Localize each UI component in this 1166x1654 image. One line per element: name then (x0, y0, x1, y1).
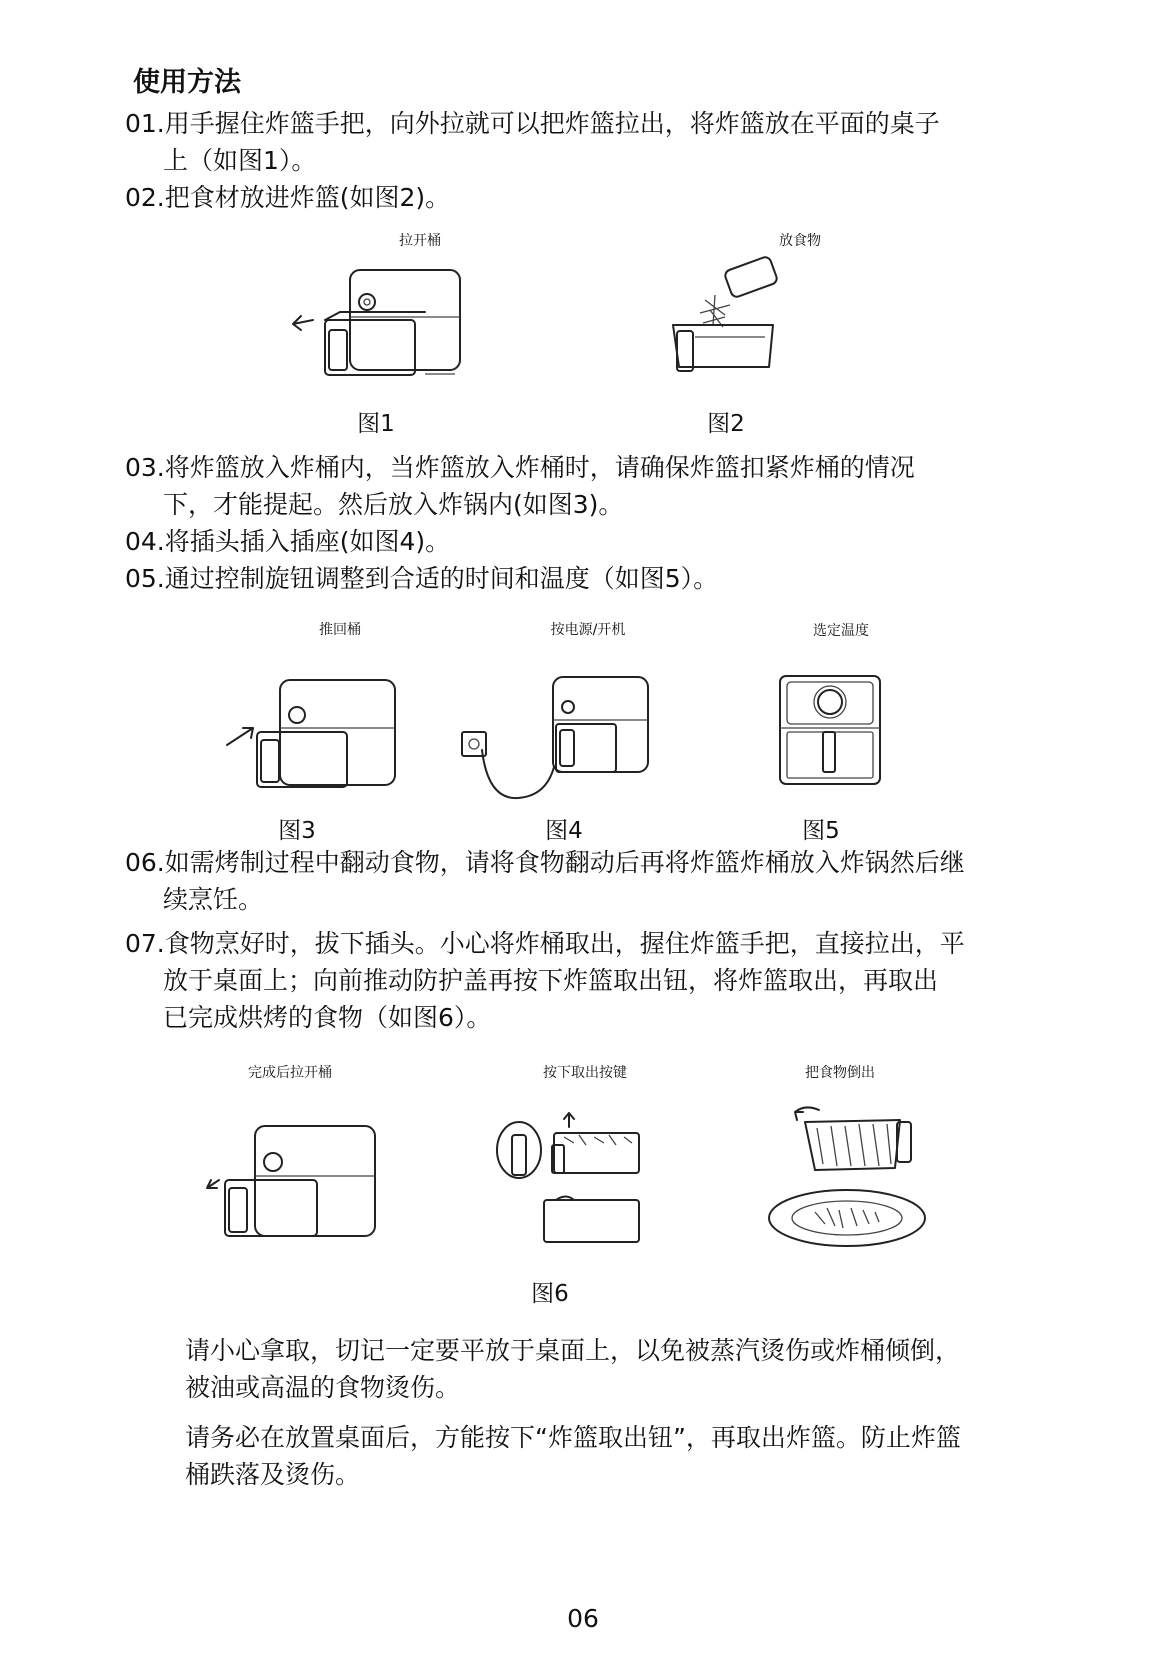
warning-1 (135, 1332, 1035, 1406)
step-03 (125, 449, 1045, 523)
step-text-cont: 上（如图1）。 (163, 146, 317, 175)
put-food-illustration (665, 255, 805, 385)
step-text: 如需烤制过程中翻动食物，请将食物翻动后再将炸篮炸桶放入炸锅然后继 (164, 848, 965, 877)
step-number: 02. (125, 183, 165, 212)
step-number: 06. (125, 848, 165, 877)
fig5-label: 图5 (802, 818, 840, 844)
warning-2 (135, 1419, 1035, 1493)
step-07 (125, 925, 1045, 1036)
step-number: 01. (125, 109, 165, 138)
step-01 (125, 105, 1045, 179)
step-02 (125, 179, 1045, 216)
fig6b-caption: 按下取出按键 (543, 1065, 627, 1081)
page-number: 06 (567, 1604, 599, 1633)
fig2-label: 图2 (707, 411, 745, 437)
air-fryer-pull-out-illustration (285, 262, 485, 392)
fig6c-caption: 把食物倒出 (805, 1065, 875, 1081)
step-text: 用手握住炸篮手把，向外拉就可以把炸篮拉出，将炸篮放在平面的桌子 (164, 109, 940, 138)
warning-text: 请务必在放置桌面后，方能按下“炸篮取出钮”，再取出炸篮。防止炸篮 (185, 1423, 961, 1452)
section-heading: 使用方法 (133, 67, 241, 98)
step-text: 将炸篮放入炸桶内，当炸篮放入炸桶时，请确保炸篮扣紧炸桶的情况 (164, 453, 915, 482)
step-text-cont: 下，才能提起。然后放入炸锅内(如图3)。 (163, 490, 624, 519)
fig1-label: 图1 (357, 411, 395, 437)
step-text-cont: 放于桌面上；向前推动防护盖再按下炸篮取出钮，将炸篮取出，再取出 (163, 966, 939, 995)
step-number: 04. (125, 527, 165, 556)
step-04 (125, 523, 1045, 560)
step-text-cont: 续烹饪。 (163, 885, 264, 914)
step-number: 05. (125, 564, 165, 593)
step-text-cont: 已完成烘烤的食物（如图6）。 (163, 1003, 492, 1032)
fig5-caption: 选定温度 (813, 623, 869, 639)
pour-food-out-illustration (765, 1100, 935, 1250)
step-05 (125, 560, 1045, 597)
fig4-label: 图4 (545, 818, 583, 844)
fig6-label: 图6 (531, 1281, 569, 1307)
fig3-caption: 推回桶 (319, 622, 361, 638)
air-fryer-push-in-illustration (225, 670, 405, 800)
air-fryer-plug-in-illustration (458, 672, 658, 802)
warning-text-cont: 被油或高温的食物烫伤。 (185, 1373, 461, 1402)
step-text: 通过控制旋钮调整到合适的时间和温度（如图5）。 (164, 564, 719, 593)
step-text: 将插头插入插座(如图4)。 (164, 527, 451, 556)
warning-text: 请小心拿取，切记一定要平放于桌面上，以免被蒸汽烫伤或炸桶倾倒， (185, 1336, 961, 1365)
step-text: 把食材放进炸篮(如图2)。 (164, 183, 451, 212)
fig3-label: 图3 (278, 818, 316, 844)
fig4-caption: 按电源/开机 (550, 622, 626, 638)
press-release-button-illustration (494, 1105, 664, 1255)
step-06 (125, 844, 1045, 918)
fig6a-caption: 完成后拉开桶 (248, 1065, 332, 1081)
air-fryer-front-panel-illustration (775, 670, 885, 790)
step-number: 07. (125, 929, 165, 958)
air-fryer-done-pull-out-illustration (205, 1118, 385, 1248)
step-number: 03. (125, 453, 165, 482)
fig1-caption: 拉开桶 (399, 233, 441, 249)
step-text: 食物烹好时，拔下插头。小心将炸桶取出，握住炸篮手把，直接拉出，平 (164, 929, 965, 958)
warning-text-cont: 桶跌落及烫伤。 (185, 1460, 361, 1489)
fig2-caption: 放食物 (779, 233, 821, 249)
